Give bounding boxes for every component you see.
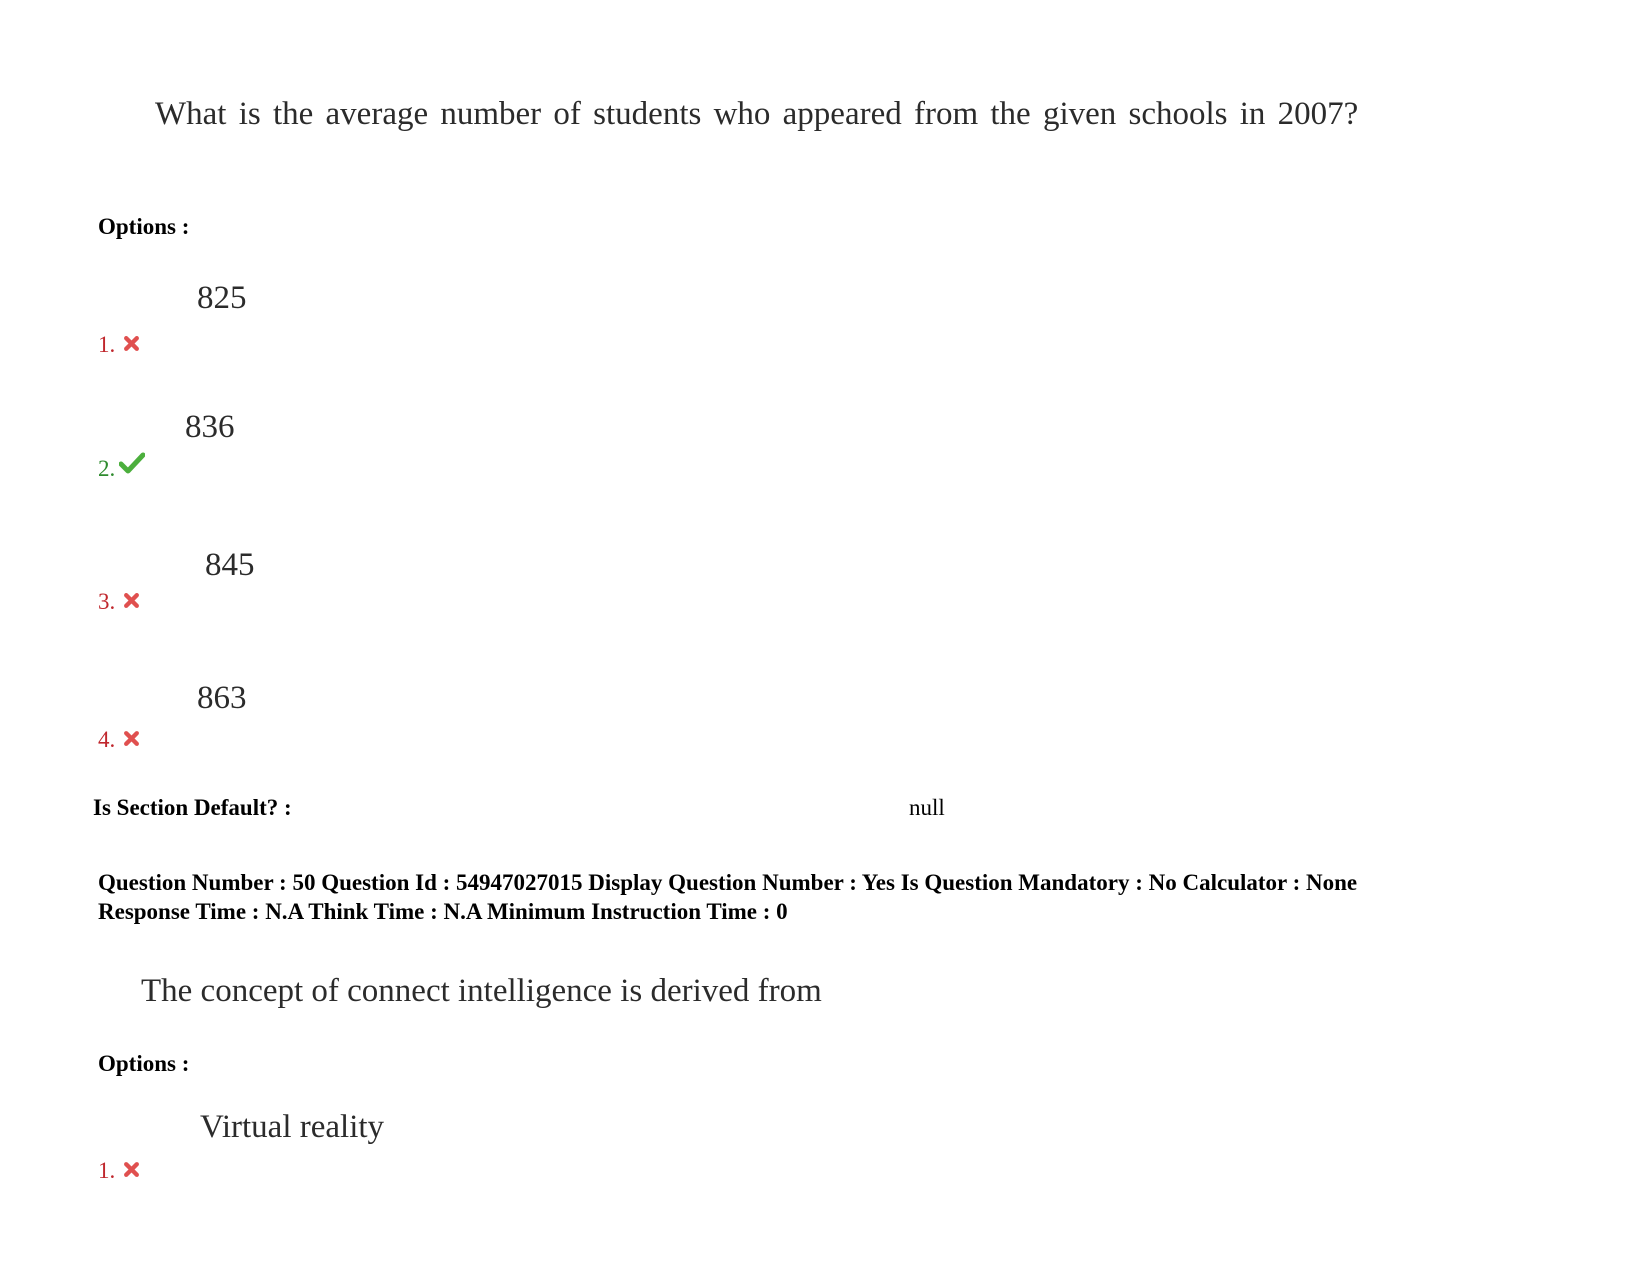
option-number-text: 1. [98, 332, 116, 357]
option-number-text: 1. [98, 1158, 116, 1183]
options-label: Options : [98, 1051, 190, 1076]
question-meta-line: Response Time : N.A Think Time : N.A Minimum Instruction Time : 0 [98, 899, 788, 924]
option-number [98, 727, 140, 753]
cross-icon [123, 727, 140, 753]
option-value: 845 [205, 547, 255, 583]
cross-icon [123, 332, 140, 358]
option-value: 863 [197, 680, 247, 716]
check-icon [119, 452, 145, 480]
question-text: The concept of connect intelligence is derived from [141, 973, 822, 1009]
section-default-label: Is Section Default? : [93, 795, 292, 820]
cross-icon [123, 1158, 140, 1184]
cross-icon [123, 589, 140, 615]
option-number-text: 4. [98, 727, 116, 752]
question-meta [98, 868, 1598, 926]
question-text: What is the average number of students who appeared from the given schools in 2007? [155, 96, 1359, 132]
section-default-value: null [909, 795, 945, 820]
option-number-text: 3. [98, 589, 116, 614]
question-meta-line: Question Number : 50 Question Id : 54947027015 Display Question Number : Yes Is Question Mandatory : No Calculator : None [98, 870, 1358, 895]
options-label: Options : [98, 214, 190, 239]
option-value: 836 [185, 409, 235, 445]
option-value: 825 [197, 280, 247, 316]
option-number [98, 332, 140, 358]
option-number-text: 2. [98, 456, 116, 481]
option-number [98, 589, 140, 615]
option-number [98, 456, 145, 482]
option-value: Virtual reality [200, 1109, 385, 1145]
option-number [98, 1158, 140, 1184]
